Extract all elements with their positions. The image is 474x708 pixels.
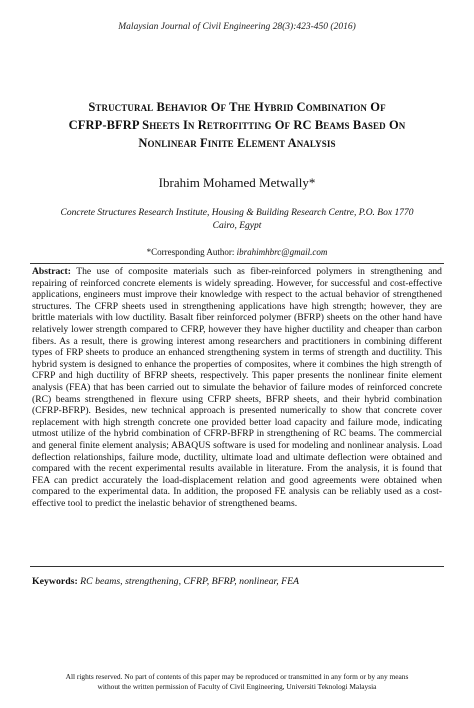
affiliation-line-1: Concrete Structures Research Institute, Housing & Building Research Centre, P.O. Box 1770 <box>60 208 414 218</box>
journal-header: Malaysian Journal of Civil Engineering 28(3):423-450 (2016) <box>118 22 356 32</box>
corresponding-email[interactable]: ibrahimhbrc@gmail.com <box>236 247 328 257</box>
abstract-top-rule <box>30 263 444 264</box>
footer-line-2: without the written permission of Faculty of Civil Engineering, Universiti Teknologi Malaysia <box>97 682 377 691</box>
title-line-2: CFRP-BFRP Sheets In Retrofitting Of RC Beams Based On <box>68 118 406 132</box>
keywords-block <box>32 576 442 587</box>
abstract-label: Abstract: <box>32 266 71 277</box>
paper-title <box>40 98 434 152</box>
title-line-1: Structural Behavior Of The Hybrid Combination Of <box>88 100 386 114</box>
abstract-block <box>32 266 442 509</box>
copyright-footer <box>20 672 454 692</box>
abstract-text: The use of composite materials such as fiber-reinforced polymers in strengthening and repairing of reinforced concrete elements is widely spreading. However, for successful and cost-effective applications, engineers must improve their knowledge with respect to the actual behavior of strengthened structures. The CFRP sheets used in strengthening applications have high strength; however, they are brittle materials with low ductility. Basalt fiber reinforced polymer (BFRP) sheets on the other hand have relatively lower strength compared to CFRP, however they have higher ductility and cheaper than carbon fibers. As a result, there is growing interest among researchers and practitioners in combining different types of FRP sheets to produce an enhanced strengthening system in terms of strength and ductility. This hybrid system is designed to enhance the properties of composites, where it combines the high strength of CFRP and high ductility of BFRP sheets, respectively. This paper presents the nonlinear finite element analysis (FEA) that has been carried out to simulate the behavior of failure modes of reinforced concrete (RC) beams strengthened in flexure using CFRP sheets, BFRP sheets, and their hybrid combination (CFRP-BFRP). Besides, new technical approach is presented numerically to show that concrete cover replacement with high strength concrete one provided better load capacity and failure mode, indicating utmost utilize of the hybrid combination of CFRP-BFRP in strengthening of RC beams. The commercial and general finite element analysis; ABAQUS software is used for modeling and nonlinear analysis. Load deflection relationships, failure mode, ductility, ultimate load and ultimate deflection were obtained and compared with the recent experimental results available in literature. From the analysis, it is found that FEA can predict accurately the load-displacement relation and good agreements were obtained when compared to the experimental data. In addition, the proposed FE analysis can be reliably used as a cost-effective tool to predict the inelastic behavior of strengthened beams. <box>32 266 442 509</box>
affiliation <box>40 207 434 232</box>
corresponding-label: *Corresponding Author: <box>146 247 235 257</box>
author-name: Ibrahim Mohamed Metwally* <box>158 175 316 190</box>
footer-line-1: All rights reserved. No part of contents of this paper may be reproduced or transmitted in any form or by any means <box>65 672 409 681</box>
abstract-bottom-rule <box>30 566 444 567</box>
keywords-text: RC beams, strengthening, CFRP, BFRP, nonlinear, FEA <box>80 576 300 587</box>
keywords-label: Keywords: <box>32 576 78 587</box>
title-line-3: Nonlinear Finite Element Analysis <box>138 136 336 150</box>
affiliation-line-2: Cairo, Egypt <box>212 220 262 231</box>
corresponding-author <box>0 247 474 257</box>
